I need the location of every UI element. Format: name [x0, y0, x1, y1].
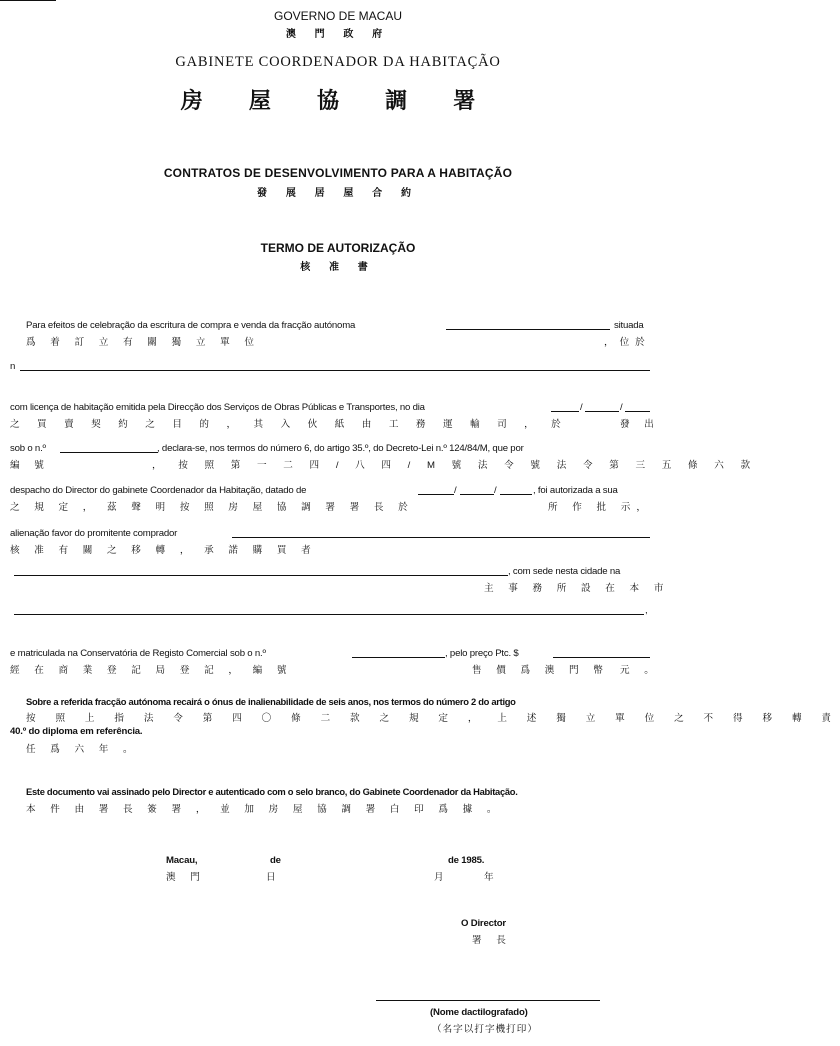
dispatch-month-field[interactable] [460, 494, 494, 495]
day-label-cn: 日 [266, 872, 282, 883]
headquarters-text: , com sede nesta cidade na [508, 566, 621, 577]
price-label: , pelo preço Ptc. $ [445, 648, 519, 659]
place-label: Macau, [166, 855, 198, 866]
price-field[interactable] [553, 657, 650, 658]
currency-unit-cn: 元 。 [620, 665, 660, 676]
buyer-name-field[interactable] [14, 575, 508, 576]
typed-name-label-cn: （名字以打字機打印） [432, 1024, 538, 1035]
top-rule [0, 0, 56, 1]
licence-year-field[interactable] [625, 411, 650, 412]
fraction-field[interactable] [446, 329, 610, 330]
director-title: O Director [461, 918, 506, 929]
director-title-cn: 署 長 [472, 935, 512, 946]
office-name-cn: 房 屋 協 調 署 [180, 88, 496, 113]
date-sep-1: / [580, 402, 583, 413]
dispatch-end-cn: 所 作 批 示， [548, 502, 652, 513]
headquarters-address-field[interactable] [14, 614, 644, 615]
place-label-cn: 澳 門 [166, 872, 206, 883]
signature-statement-cn: 本 件 由 署 長 簽 署 ， 並 加 房 屋 協 調 署 白 印 爲 據 。 [26, 804, 503, 815]
address-comma: , [645, 605, 648, 616]
day-label: de [270, 855, 281, 866]
licence-text: com licença de habitação emitida pela Direcção dos Serviços de Obras Públicas e Transportes, no dia [10, 402, 425, 413]
year-label-cn: 年 [484, 872, 500, 883]
signature-statement: Este documento vai assinado pelo Director e autenticado com o selo branco, do Gabinete Coordenador da Habitação. [26, 786, 518, 797]
date-sep-4: / [494, 485, 497, 496]
date-sep-3: / [454, 485, 457, 496]
price-label-cn: 售 價 爲 澳 門 幣 [472, 665, 609, 676]
decree-text-cn: ， 按 照 第 一 二 四 / 八 四 / M 號 法 令 號 法 令 第 三 五 條 六 款 [152, 460, 758, 471]
registry-text: e matriculada na Conservatória de Registo Comercial sob o n.º [10, 648, 266, 659]
number-label-cn: 編 號 [10, 460, 50, 471]
registry-text-cn: 經 在 商 業 登 記 局 登 記 ， 編 號 [10, 665, 293, 676]
term-title: TERMO DE AUTORIZAÇÃO [260, 241, 416, 255]
inalienability-text-cn: 按 照 上 指 法 令 第 四 〇 條 二 款 之 規 定 ， 上 述 獨 立 單 位 之 不 得 移 轉 責 [26, 713, 840, 724]
licence-month-field[interactable] [585, 411, 619, 412]
contracts-title-cn: 發 展 居 屋 合 約 [257, 188, 419, 199]
inalienability-text-2: 40.º do diploma em referência. [10, 726, 143, 737]
registry-number-field[interactable] [352, 657, 445, 658]
dispatch-text-cn: 之 規 定 ， 茲 聲 明 按 照 房 屋 協 調 署 署 長 於 [10, 502, 414, 513]
buyer-text: alienação favor do promitente comprador [10, 528, 178, 539]
buyer-text-cn: 核 准 有 關 之 移 轉 ， 承 諾 購 買 者 [10, 545, 317, 556]
contracts-title: CONTRATOS DE DESENVOLVIMENTO PARA A HABITAÇÃO [163, 166, 513, 180]
licence-end-cn: 發 出 [620, 419, 660, 430]
buyer-field[interactable] [232, 537, 650, 538]
signature-line[interactable] [376, 1000, 600, 1001]
dispatch-year-field[interactable] [500, 494, 532, 495]
address-field[interactable] [20, 370, 650, 371]
para1-situada: situada [614, 320, 644, 331]
licence-number-field[interactable] [60, 452, 158, 453]
inalienability-text-cn-2: 任 爲 六 年 。 [26, 744, 139, 755]
para1-end-cn: ，位於 [604, 337, 651, 348]
government-name: GOVERNO DE MACAU [273, 9, 402, 23]
headquarters-text-cn: 主 事 務 所 設 在 本 市 [484, 583, 670, 594]
licence-day-field[interactable] [551, 411, 579, 412]
date-sep-2: / [620, 402, 623, 413]
number-label: sob o n.º [10, 443, 46, 454]
dispatch-text: despacho do Director do gabinete Coordenador da Habitação, datado de [10, 485, 307, 496]
year-label: de 1985. [448, 855, 485, 866]
month-label-cn: 月 [434, 872, 450, 883]
address-label: n [10, 361, 16, 372]
dispatch-day-field[interactable] [418, 494, 454, 495]
term-title-cn: 核 准 書 [300, 262, 376, 273]
office-name: GABINETE COORDENADOR DA HABITAÇÃO [175, 54, 501, 70]
decree-text: , declara-se, nos termos do número 6, do artigo 35.º, do Decreto-Lei n.º 124/84/M, que por [157, 443, 524, 454]
typed-name-label: (Nome dactilografado) [430, 1007, 528, 1018]
licence-text-cn: 之 買 賣 契 約 之 目 的 ， 其 入 伙 紙 由 工 務 運 輸 司 ， 於 [10, 419, 569, 430]
government-name-cn: 澳 門 政 府 [285, 29, 391, 40]
dispatch-text-end: , foi autorizada a sua [533, 485, 618, 496]
para1-text-cn: 爲 着 訂 立 有 關 獨 立 單 位 [26, 337, 260, 348]
inalienability-text: Sobre a referida fracção autónoma recairá o ónus de inalienabilidade de seis anos, nos termos do número 2 do artigo [26, 696, 516, 707]
para1-text: Para efeitos de celebração da escritura de compra e venda da fracção autónoma [26, 320, 356, 331]
